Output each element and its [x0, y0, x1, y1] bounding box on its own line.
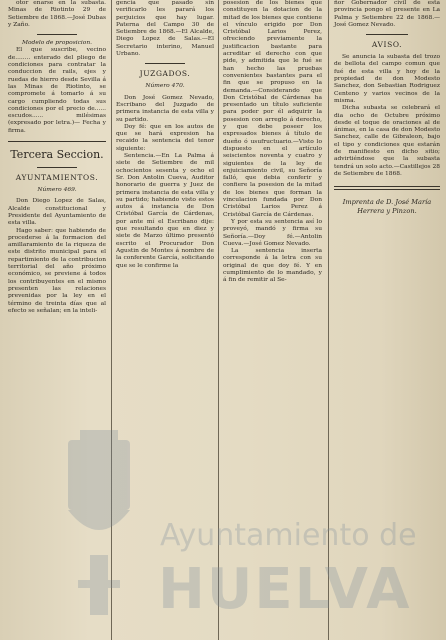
subsection-title: JUZGADOS. — [139, 69, 191, 79]
sentence-text: Sentencia.—En La Palma á siete de Setiembre de mil ochocientos sesenta y ocho el Sr. Don Antolin Cueva, Auditor honorario de guerra y Juez de primera instancia de esta villa y su partido; habiendo visto estos autos á instancia de Don Cristóbal García de Cárdenas, por ante mí el Escribano dije: que resultando que en diez y siete de Marzo último presentó escrito el Procurador Don Agustin de Montes á nombre de la conferente García, solicitando que se le confirme la — [116, 153, 214, 269]
auction-notice: Se anuncia la subasta del trozo de bellota del campo comun que fué de esta villa y hoy de la propiedad de don Modesto Sanchez, don Sebastian Rodriguez Centeno y varios vecinos de la misma. — [334, 54, 440, 104]
separator — [145, 63, 184, 64]
watermark-line-2: HUELVA — [158, 557, 412, 622]
sentence-signature: Y por esta su sentencia así lo proveyó, mandó y firma su Señoría.—Doy fé.—Antolin Cueva.—José Gomez Nevado. — [223, 218, 322, 247]
separator — [8, 141, 106, 142]
model-heading: Modelo de proposicion. — [21, 40, 93, 47]
section-title: Tercera Seccion. — [10, 148, 104, 162]
separator — [37, 167, 76, 168]
column-3 — [223, 0, 322, 640]
notice-ending: otor enarse en la subasta. Minas de Riotinto 29 de Setiembre de 1868.—José Dubas y Zaño. — [8, 0, 106, 28]
separator — [366, 34, 408, 35]
column-rule — [111, 0, 112, 640]
subsection-title: AYUNTAMIENTOS. — [15, 173, 99, 183]
column-2 — [116, 0, 214, 640]
column-rule — [328, 0, 329, 640]
certification-continuation: ñor Gobernador civil de esta provincia pongo el presente en La Palma y Setiembre 22 de 1868.—José Gomez Nevado. — [334, 0, 440, 28]
notice-number: Número 470. — [145, 83, 185, 90]
notice-continuation: gencia que pasado sin verificarlo les parará los perjuicios que hay lugar. Paterna del Campo 30 de Setiembre de 1868.—El Alcalde, Diego Lopez de Salas.—El Secretario interino, Manuel Urbano. — [116, 0, 214, 58]
auction-details: Dicha subasta se celebrará el dia ocho de Octubre próximo desde el toque de oraciones al de ánimas, en la casa de don Modesto Sanchez, calle de Gibraleon, bajo el tipo y condiciones que estarán de manifiesto en dicho sitio; advirtiéndose que la subasta tendrá un solo acto.—Castillejos 28 de Setiembre de 1868. — [334, 105, 440, 177]
certification-text: La sentencia inserta corresponde á la letra con su original de que doy fé. Y en cumplimiento de lo mandado, y á fin de remitir al Se- — [223, 248, 322, 284]
notice-intro: Don José Gomez Nevado, Escribano del Juzgado de primera instancia de esta villa y su partido. — [116, 94, 214, 123]
notice-number: Número 469. — [37, 187, 77, 194]
separator — [37, 34, 76, 35]
watermark-line-1: Ayuntamiento de — [160, 518, 417, 553]
notice-title: AVISO. — [371, 40, 403, 50]
model-text: El que suscribe, vecino de........ enterado del pliego de condiciones para contratar la conduccion de rails, ejes y ruedas de hierro desde Sevilla á las Minas de Riotinto, se compromete á tomarlo á su cargo cumpliendo todas sus condiciones por el precio de...... escudos...... milésimas (expresado por letra.)— Fecha y firma. — [8, 47, 106, 134]
printer-imprint: Imprenta de D. José María Herrera y Pinzon. — [342, 198, 432, 216]
column-1 — [8, 0, 106, 640]
sentence-continuation: posesion de los bienes que constituyen la dotacion de la mitad de los bienes que contiene el vínculo erigido por Don Cristóbal Larios Perez, ofreciendo previamente la justificacion bastante para acreditar el derecho con que pide, y admitida que le fué se han hecho las pruebas convenientes bastantes para el fin que se propuso en la demanda.—Considerando que Don Cristóbal de Cárdenas ha presentado un título suficiente para poder por él adquirir la posesion con arreglo á derecho, y que debe poseer los expresados bienes á título de dueño ó usufructuario.—Visto lo dispuesto en el artículo seiscientos noventa y cuatro y siguientes de la ley de enjuiciamiento civil, su Señoría falló, que debia conferir y confiere la posesion de la mitad de los bienes que forman la vinculacion fundada por Don Cristóbal Larios Perez á Cristóbal García de Cárdenas. — [223, 0, 322, 218]
separator — [334, 186, 440, 190]
column-rule — [218, 0, 219, 640]
notice-intro: Don Diego Lopez de Salas, Alcalde constitucional y Presidente del Ayuntamiento de esta villa. — [8, 198, 106, 227]
notice-body: Doy fé: que en los autos de que se hará expresion ha recaido la sentencia del tenor siguiente: — [116, 123, 214, 152]
column-4 — [334, 0, 440, 640]
notice-body: Hago saber: que habiendo de procederse á la formacion del amillaramiento de la riqueza de este distrito municipal para el repartimiento de la contribucion territorial del año próximo económico, se previene á todos los contribuyentes en el mismo presenten las relaciones prevenidas por la ley en el término de treinta días que al efecto se señalan; en la inteli- — [8, 227, 106, 314]
